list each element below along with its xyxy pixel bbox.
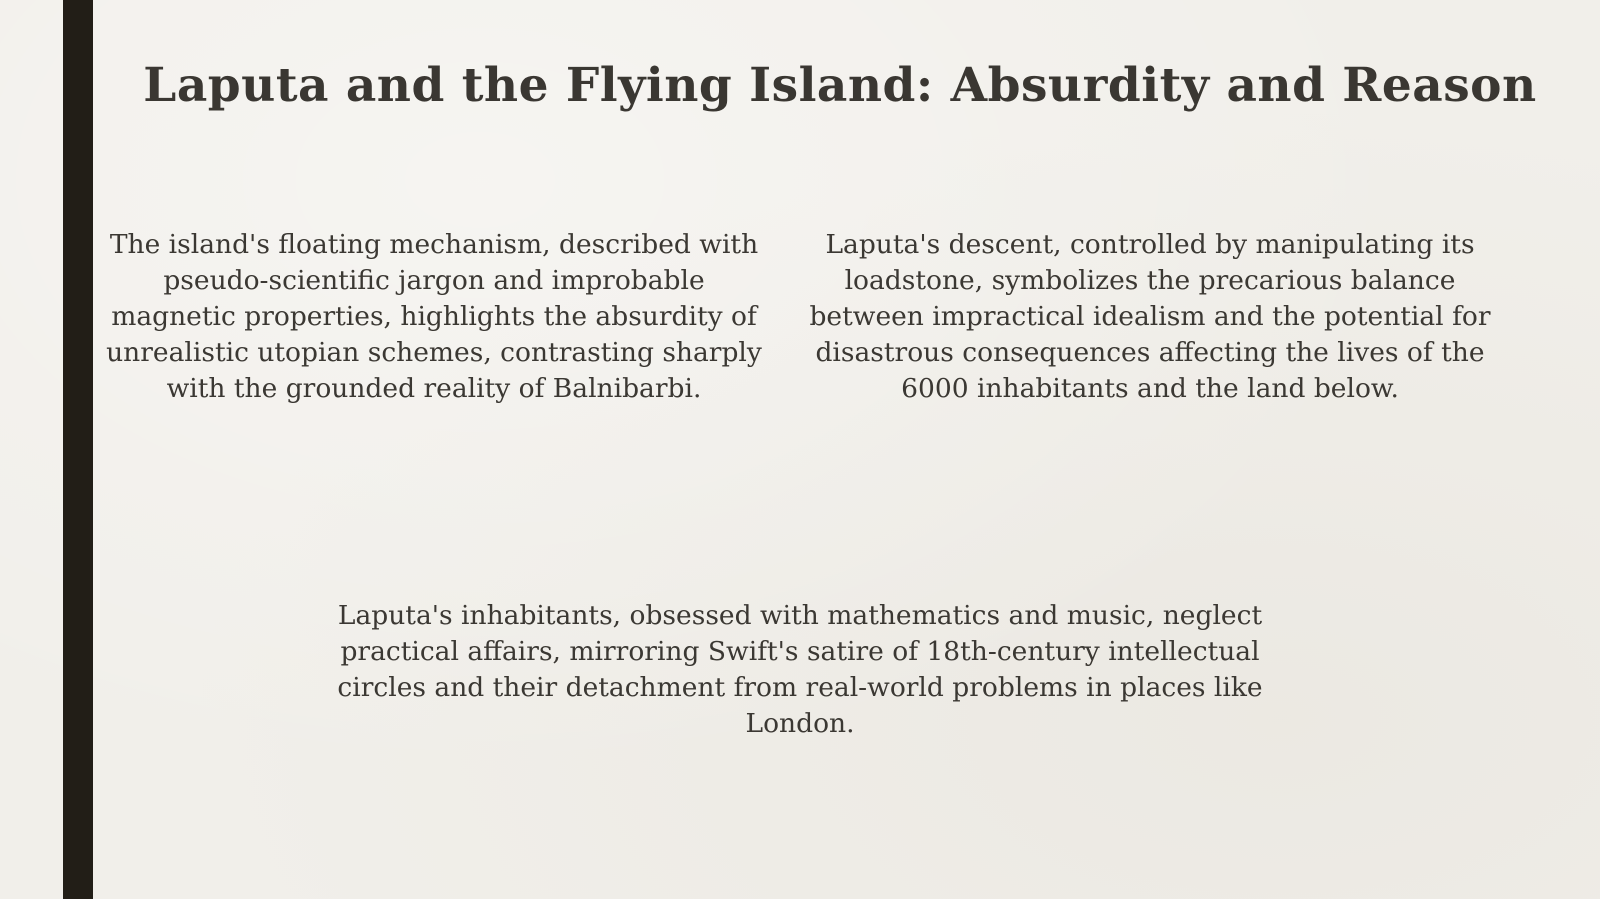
slide-title: Laputa and the Flying Island: Absurdity and Reason — [143, 58, 1537, 113]
right-text-block: Laputa's descent, controlled by manipulating its loadstone, symbolizes the precarious balance between impractical idealism and the potential for disastrous consequences affecting the lives of the 6000 inhabitants and the land below. — [809, 229, 1491, 404]
bottom-text-block: Laputa's inhabitants, obsessed with mathematics and music, neglect practical affairs, mirroring Swift's satire of 18th-century intellectual circles and their detachment from real-world problems in places like London. — [337, 600, 1263, 739]
left-text-block: The island's floating mechanism, described with pseudo-scientific jargon and improbable magnetic properties, highlights the absurdity of unrealistic utopian schemes, contrasting sharply with the grounded reality of Balnibarbi. — [106, 229, 762, 404]
accent-bar — [63, 0, 93, 899]
